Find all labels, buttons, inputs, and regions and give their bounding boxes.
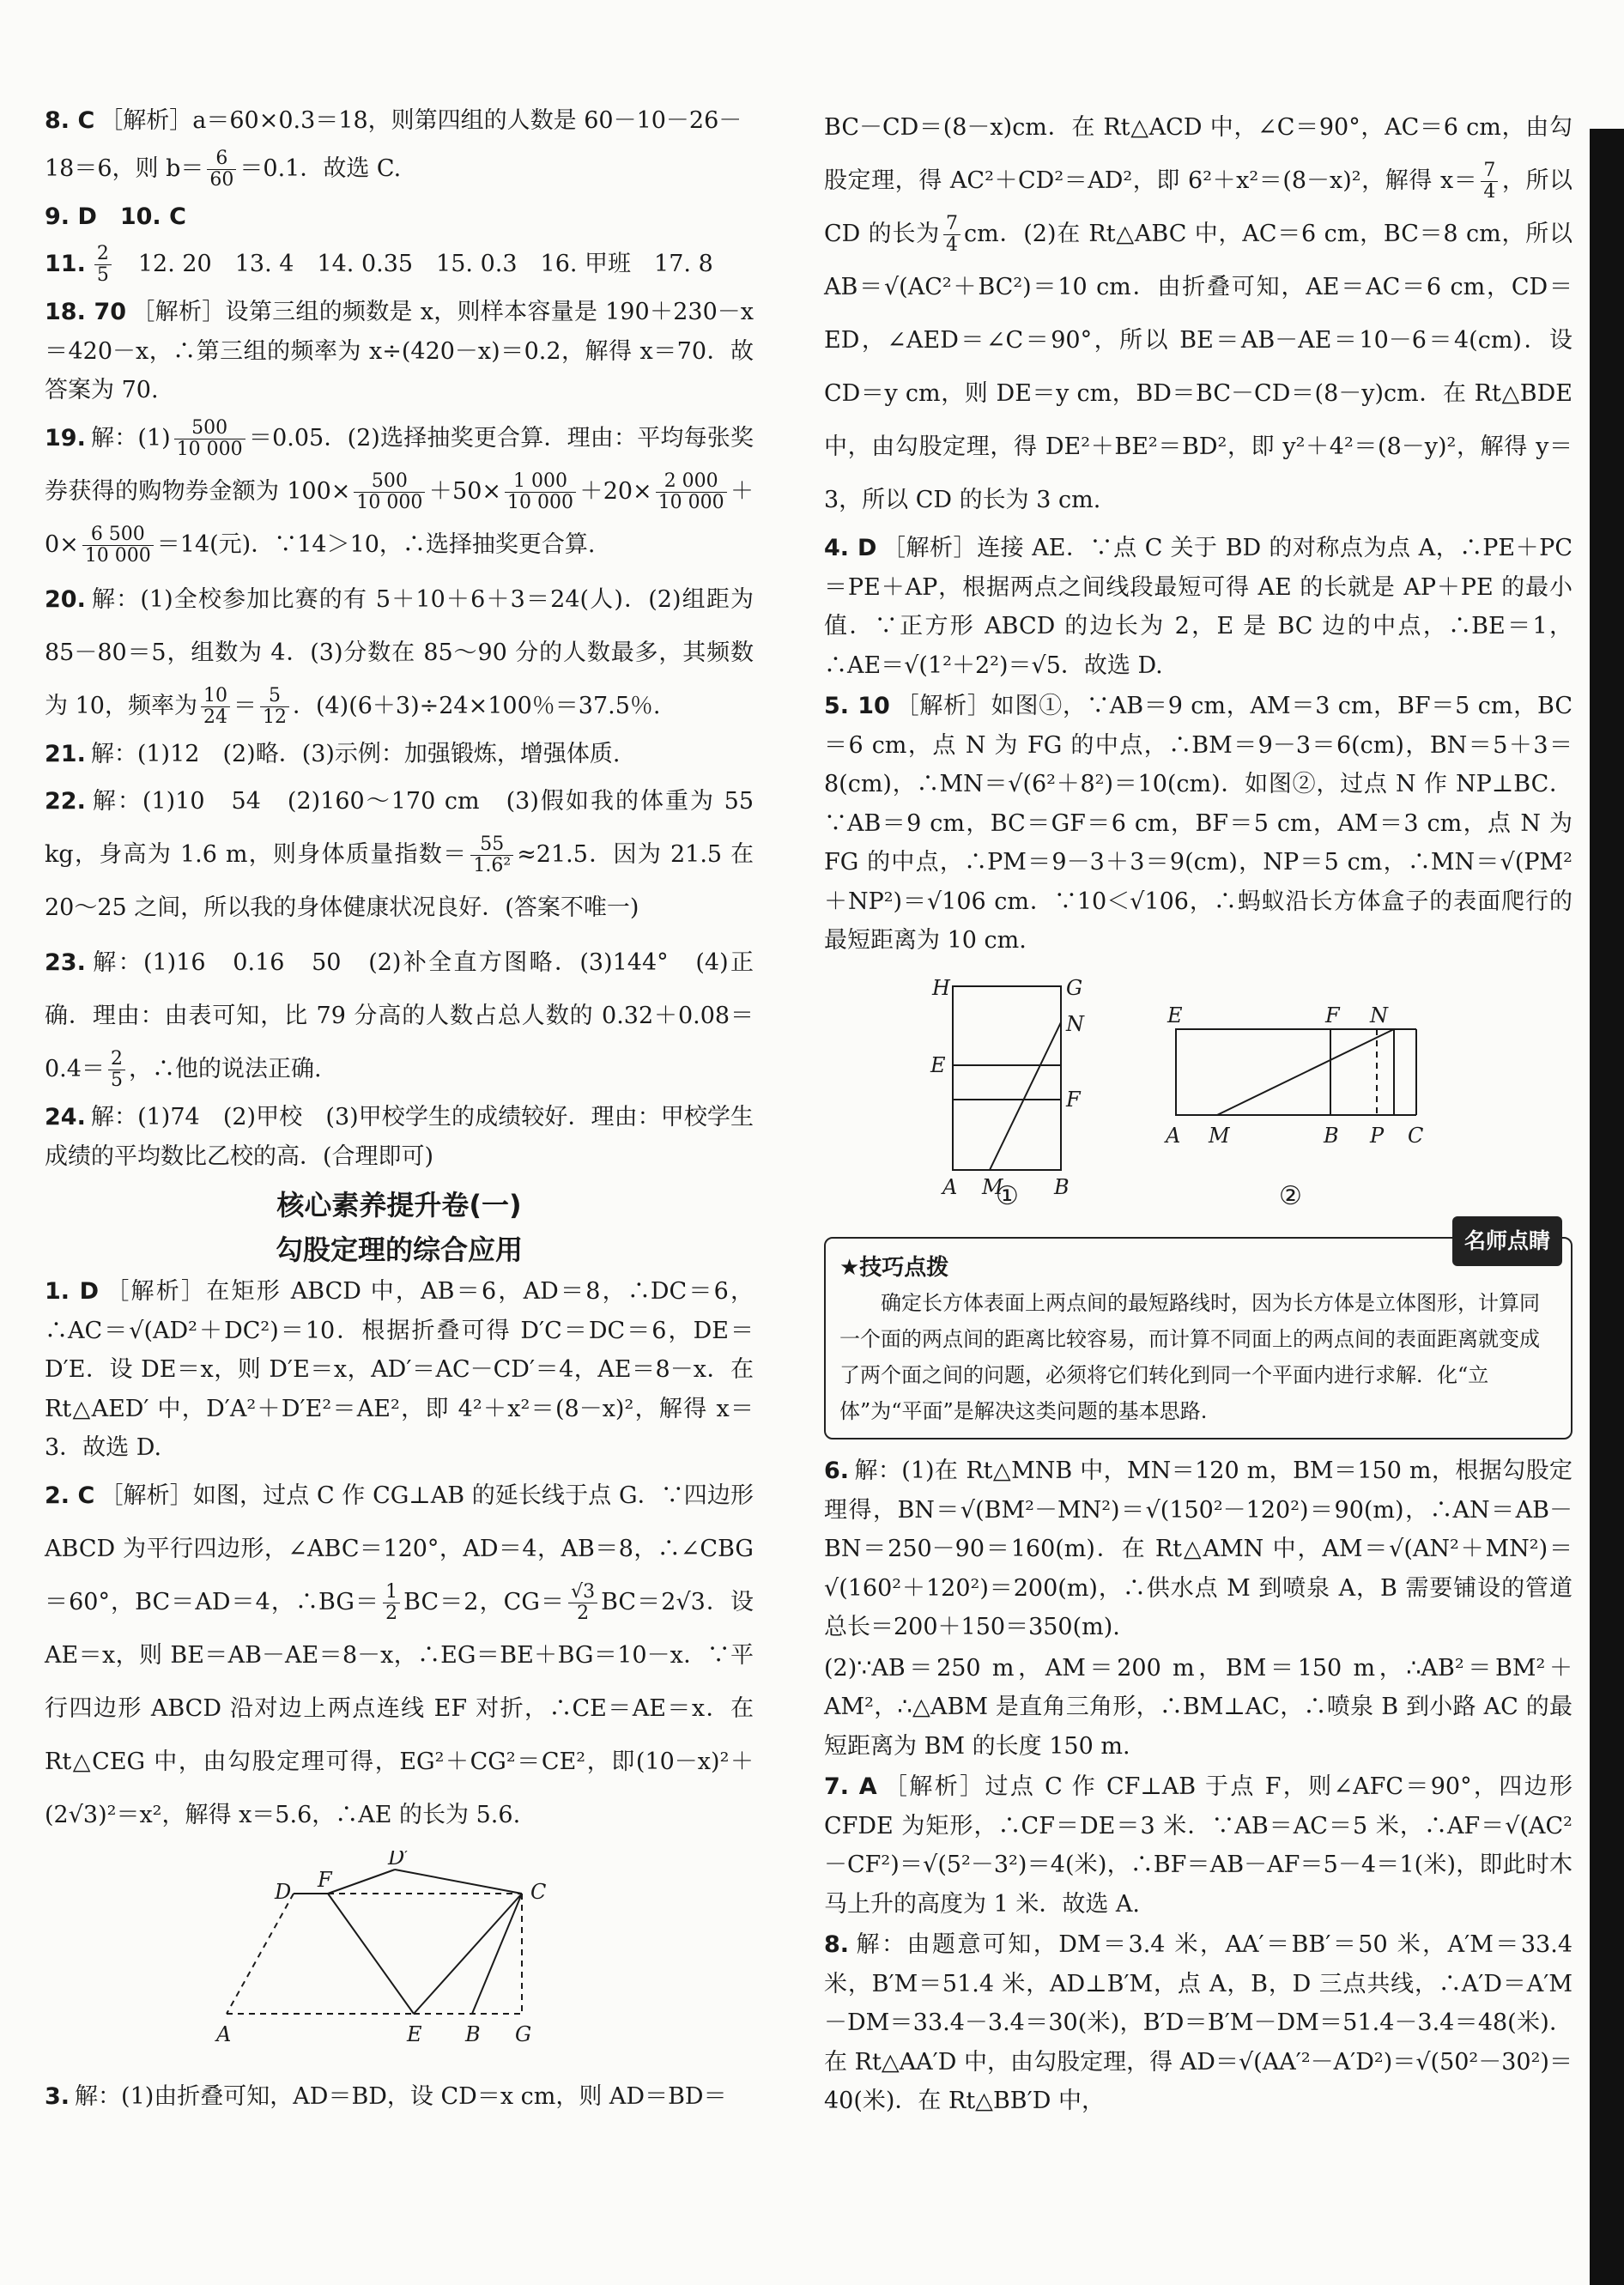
item-number: 3.: [45, 2083, 70, 2110]
fig1-label-N: N: [1066, 1011, 1084, 1036]
answer-text: ＋20×: [579, 477, 652, 505]
fig1-label-M: M: [982, 1174, 1003, 1199]
tip-box: [824, 1228, 1572, 1439]
answer-text: ［解析］设第三组的频数是 x，则样本容量是 190＋230－x＝420－x，∴第三组的频率为 x÷(420－x)＝0.2，解得 x＝70．故答案为 70.: [45, 299, 754, 403]
answer-text: 解：(1): [90, 424, 171, 452]
label-D: D: [275, 1879, 292, 1904]
page-edge-shadow: [1590, 129, 1624, 2285]
answer-text: 解：(1)12 (2)略．(3)示例：加强锻炼，增强体质.: [90, 740, 621, 767]
fig1-label-F: F: [1066, 1087, 1081, 1112]
fraction: $\frac{6 500}{10 000}$: [82, 524, 154, 567]
item-number: 7. A: [824, 1773, 877, 1800]
fig2-label-E: E: [1167, 1003, 1183, 1027]
box-figures: [824, 969, 1572, 1222]
item-number: 5. 10: [824, 693, 890, 719]
item-number: 2. C: [45, 1482, 95, 1509]
label-F: F: [318, 1867, 332, 1892]
label-Dprime: D′: [388, 1850, 409, 1870]
label-G: G: [515, 2021, 532, 2046]
fig1-label-G: G: [1066, 975, 1083, 1000]
answer-text: ＋0×: [45, 477, 754, 558]
fig2-label-N: N: [1370, 1003, 1388, 1027]
fraction: $\frac{1 000}{10 000}$: [505, 471, 576, 513]
answer-text: (2)∵AB＝250 m，AM＝200 m，BM＝150 m，∴AB²＝BM²＋AM²，∴△ABM 是直角三角形，∴BM⊥AC，∴喷泉 B 到小路 AC 的最短距离为 BM 的长度 150 m.: [824, 1654, 1572, 1760]
item-number: 19.: [45, 424, 86, 452]
item-number: 4. D: [824, 535, 877, 561]
item-number: 22.: [45, 788, 86, 815]
solution-1: [45, 1272, 754, 1468]
fraction: $\frac{5}{12}$: [260, 686, 289, 728]
fraction: $\frac{√3}{2}$: [568, 1582, 597, 1624]
tip-body: 确定长方体表面上两点间的最短路线时，因为长方体是立体图形，计算同一个面的两点间的距离比较容易，而计算不同面上的两点间的表面距离就变成了两个面之间的问题，必须将它们转化到同一个平面内进行求解．化“立体”为“平面”是解决这类问题的基本思路.: [839, 1291, 1540, 1423]
fraction: $\frac{2}{5}$: [108, 1049, 125, 1091]
fig1-label-E: E: [930, 1052, 946, 1077]
item-number: 21.: [45, 740, 86, 767]
left-column: [45, 101, 754, 2118]
answer-text: 解：(1)由折叠可知，AD＝BD，设 CD＝x cm，则 AD＝BD＝: [75, 2083, 727, 2110]
answer-text: 解：(1)74 (2)甲校 (3)甲校学生的成绩较好．理由：甲校学生成绩的平均数比乙校的高．(合理即可): [45, 1104, 754, 1170]
label-B: B: [465, 2021, 481, 2046]
answer-11-17: [45, 238, 754, 291]
fraction: $\frac{6}{60}$: [207, 148, 236, 191]
answer-text: BC＝2，CG＝: [403, 1588, 566, 1615]
fraction: $\frac{500}{10 000}$: [354, 471, 425, 513]
item-number: 9. D 10. C: [45, 203, 186, 230]
answer-9-10: [45, 197, 754, 237]
fig1-label-A: A: [942, 1174, 958, 1199]
answer-text: 解：(1)10 54 (2)160～170 cm (3)假如我的体重为 55 kg，身高为 1.6 m，则身体质量指数＝: [45, 788, 754, 868]
tip-title: ★技巧点拨: [839, 1255, 949, 1281]
label-C: C: [530, 1879, 547, 1904]
tip-badge: 名师点睛: [1452, 1216, 1562, 1266]
item-number: 20.: [45, 585, 86, 613]
answer-text: ［解析］过点 C 作 CF⊥AB 于点 F，则∠AFC＝90°，四边形 CFDE 为矩形，∴CF＝DE＝3 米．∵AB＝AC＝5 米，∴AF＝√(AC²－CF²)＝√(5²－3²)＝4(米)，∴BF＝AB－AF＝5－4＝1(米)，即此时木马上升的高度为 1 米．故选 A.: [824, 1773, 1572, 1918]
item-number: 8. C: [45, 107, 95, 134]
solution-5: [824, 687, 1572, 961]
fraction: $\frac{55}{\text{1.6²}}$: [470, 834, 513, 876]
answer-21: [45, 735, 754, 774]
answer-8: [45, 101, 754, 141]
answer-text: ＝0.1．故选 C.: [239, 155, 402, 182]
item-number: 18. 70: [45, 299, 127, 325]
item-number: 23.: [45, 949, 86, 976]
parallelogram-diagram: [45, 1851, 754, 2057]
solution-3-cont: [824, 101, 1572, 527]
solution-8: [824, 1925, 1572, 2121]
item-number: 8.: [824, 1931, 850, 1958]
label-E: E: [407, 2021, 422, 2046]
item-number: 11.: [45, 251, 86, 277]
answer-text: 12. 20 13. 4 14. 0.35 15. 0.3 16. 甲班 17. 8: [114, 251, 713, 277]
fraction: $\frac{7}{4}$: [1481, 161, 1498, 203]
answer-text: cm．(2)在 Rt△ABC 中，AC＝6 cm，BC＝8 cm，所以 AB＝√(AC²＋BC²)＝10 cm．由折叠可知，AE＝AC＝6 cm，CD＝ED，∠AED＝∠C＝90°，所以 BE＝AB－AE＝10－6＝4(cm)．设 CD＝y cm，则 DE＝y cm，BD＝BC－CD＝(8－y)cm．在 Rt△BDE 中，由勾股定理，得 DE²＋BE²＝BD²，即 y²＋4²＝(8－y)²，解得 y＝3，所以 CD 的长为 3 cm.: [824, 221, 1572, 513]
solution-6-part2: [824, 1649, 1572, 1767]
fraction: $\frac{7}{4}$: [943, 214, 960, 256]
answer-text: ＋50×: [428, 477, 502, 505]
fraction: $\frac{2 000}{10 000}$: [656, 471, 727, 513]
fig1-label-B: B: [1054, 1174, 1070, 1199]
answer-text: ［解析］如图①，∵AB＝9 cm，AM＝3 cm，BF＝5 cm，BC＝6 cm，点 N 为 FG 的中点，∴BM＝9－3＝6(cm)，BN＝5＋3＝8(cm)，∴MN＝√(6²＋8²)＝10(cm)．如图②，过点 N 作 NP⊥BC．∵AB＝9 cm，BC＝GF＝6 cm，BF＝5 cm，AM＝3 cm，点 N 为 FG 的中点，∴PM＝9－3＋3＝9(cm)，NP＝5 cm，∴MN＝√(PM²＋NP²)＝√106 cm．∵10＜√106，∴蚂蚁沿长方体盒子的表面爬行的最短距离为 10 cm.: [824, 693, 1572, 954]
solution-3: [45, 2077, 754, 2117]
answer-19: [45, 412, 754, 572]
fraction: $\frac{1}{2}$: [383, 1582, 400, 1624]
answer-text: ［解析］a＝60×0.3＝18，则第四组的人数是 60－10－26－: [100, 107, 742, 134]
answer-8-cont: [45, 142, 754, 196]
fig1-caption: ①: [996, 1180, 1019, 1209]
answer-text: ，∴他的说法正确.: [128, 1056, 322, 1082]
fig1-label-H: H: [932, 975, 950, 1000]
answer-text: 解：由题意可知，DM＝3.4 米，AA′＝BB′＝50 米，A′M＝33.4 米，B′M＝51.4 米，AD⊥B′M，点 A，B，D 三点共线，∴A′D＝A′M－DM＝33.4－3.4＝30(米)，B′D＝B′M－DM＝51.4－3.4＝48(米)．在 Rt△AA′D 中，由勾股定理，得 AD＝√(AA′²－A′D²)＝√(50²－30²)＝40(米)．在 Rt△BB′D 中，: [824, 1931, 1572, 2114]
answer-text: ＝14(元)．∵14＞10，∴选择抽奖更合算.: [156, 530, 596, 558]
fraction: $\frac{2}{5}$: [94, 244, 112, 286]
answer-text: 解：(1)全校参加比赛的有 5＋10＋6＋3＝24(人)．(2)组距为 85－80＝5，组数为 4．(3)分数在 85～90 分的人数最多，其频数为 10，频率为: [45, 585, 754, 719]
answer-text: ＝: [233, 692, 257, 719]
answer-text: 解：(1)在 Rt△MNB 中，MN＝120 m，BM＝150 m，根据勾股定理得，BN＝√(BM²－MN²)＝√(150²－120²)＝90(m)，∴AN＝AB－BN＝250－90＝160(m)．在 Rt△AMN 中，AM＝√(AN²＋MN²)＝√(160²＋120²)＝200(m)，∴供水点 M 到喷泉 A，B 需要铺设的管道总长＝200＋150＝350(m).: [824, 1458, 1572, 1640]
answer-text: BC－CD＝(8－x)cm．在 Rt△ACD 中，∠C＝90°，AC＝6 cm，由勾股定理，得 AC²＋CD²＝AD²，即 6²＋x²＝(8－x)²，解得 x＝: [824, 114, 1572, 194]
answer-22: [45, 775, 754, 935]
item-number: 1. D: [45, 1278, 100, 1305]
solution-7: [824, 1767, 1572, 1924]
answer-text: ，所以 CD 的长为: [824, 167, 1572, 247]
answer-text: ＝0.05．(2)选择抽奖更合算．理由：平均每张奖券获得的购物券金额为 100×: [45, 424, 754, 505]
answer-20: [45, 573, 754, 733]
item-number: 6.: [824, 1458, 850, 1484]
answer-text: ≈21.5．因为 21.5 在 20～25 之间，所以我的身体健康状况良好．(答案不唯一): [45, 841, 754, 921]
answer-text: 解：(1)16 0.16 50 (2)补全直方图略．(3)144° (4)正确．理由：由表可知，比 79 分高的人数占总人数的 0.32＋0.08＝0.4＝: [45, 949, 754, 1082]
fraction: $\frac{10}{24}$: [201, 686, 230, 728]
fig2-caption: ②: [1279, 1180, 1302, 1209]
section-subtitle: 勾股定理的综合应用: [275, 1233, 523, 1266]
answer-text: ［解析］在矩形 ABCD 中，AB＝6，AD＝8，∴DC＝6，∴AC＝√(AD²＋DC²)＝10．根据折叠可得 D′C＝DC＝6，DE＝D′E．设 DE＝x，则 D′E＝x，AD′＝AC－CD′＝4，AE＝8－x．在 Rt△AED′ 中，D′A²＋D′E²＝AE²，即 4²＋x²＝(8－x)²，解得 x＝3．故选 D.: [45, 1278, 754, 1461]
fig2-label-A: A: [1166, 1123, 1181, 1148]
fig2-label-B: B: [1324, 1123, 1339, 1148]
fig2-label-C: C: [1408, 1123, 1424, 1148]
answer-text: ［解析］如图，过点 C 作 CG⊥AB 的延长线于点 G．∵四边形 ABCD 为平行四边形，∠ABC＝120°，AD＝4，AB＝8，∴∠CBG＝60°，BC＝AD＝4，∴BG＝: [45, 1482, 754, 1615]
fig2-label-F: F: [1325, 1003, 1340, 1027]
answer-text: ［解析］连接 AE．∵点 C 关于 BD 的对称点为点 A，∴PE＋PC＝PE＋AP，根据两点之间线段最短可得 AE 的长就是 AP＋PE 的最小值．∵正方形 ABCD 的边长为 2，E 是 BC 边的中点，∴BE＝1，∴AE＝√(1²＋2²)＝√5．故选 D.: [824, 535, 1572, 679]
answer-23: [45, 936, 754, 1096]
answer-24: [45, 1098, 754, 1176]
answer-text: ．(4)(6＋3)÷24×100％＝37.5％.: [292, 692, 661, 719]
fraction: $\frac{500}{10 000}$: [174, 418, 245, 460]
right-column: [824, 101, 1572, 2123]
solution-4: [824, 529, 1572, 685]
fig2-label-M: M: [1209, 1123, 1230, 1148]
parallelogram-figure: [45, 1851, 754, 2070]
answer-18: [45, 293, 754, 410]
box-unfold-diagrams: [824, 969, 1572, 1209]
section-title: 核心素养提升卷(一): [276, 1189, 522, 1221]
answer-text: 18＝6，则 b＝: [45, 155, 204, 182]
answer-text: BC＝2√3．设 AE＝x，则 BE＝AB－AE＝8－x，∴EG＝BE＋BG＝10－x．∵平行四边形 ABCD 沿对边上两点连线 EF 对折，∴CE＝AE＝x．在 Rt△CEG 中，由勾股定理可得，EG²＋CG²＝CE²，即(10－x)²＋(2√3)²＝x²，解得 x＝5.6，∴AE 的长为 5.6.: [45, 1588, 754, 1828]
fig2-label-P: P: [1370, 1123, 1385, 1148]
label-A: A: [216, 2021, 232, 2046]
solution-6: [824, 1452, 1572, 1647]
solution-2: [45, 1470, 754, 1842]
item-number: 24.: [45, 1104, 86, 1130]
